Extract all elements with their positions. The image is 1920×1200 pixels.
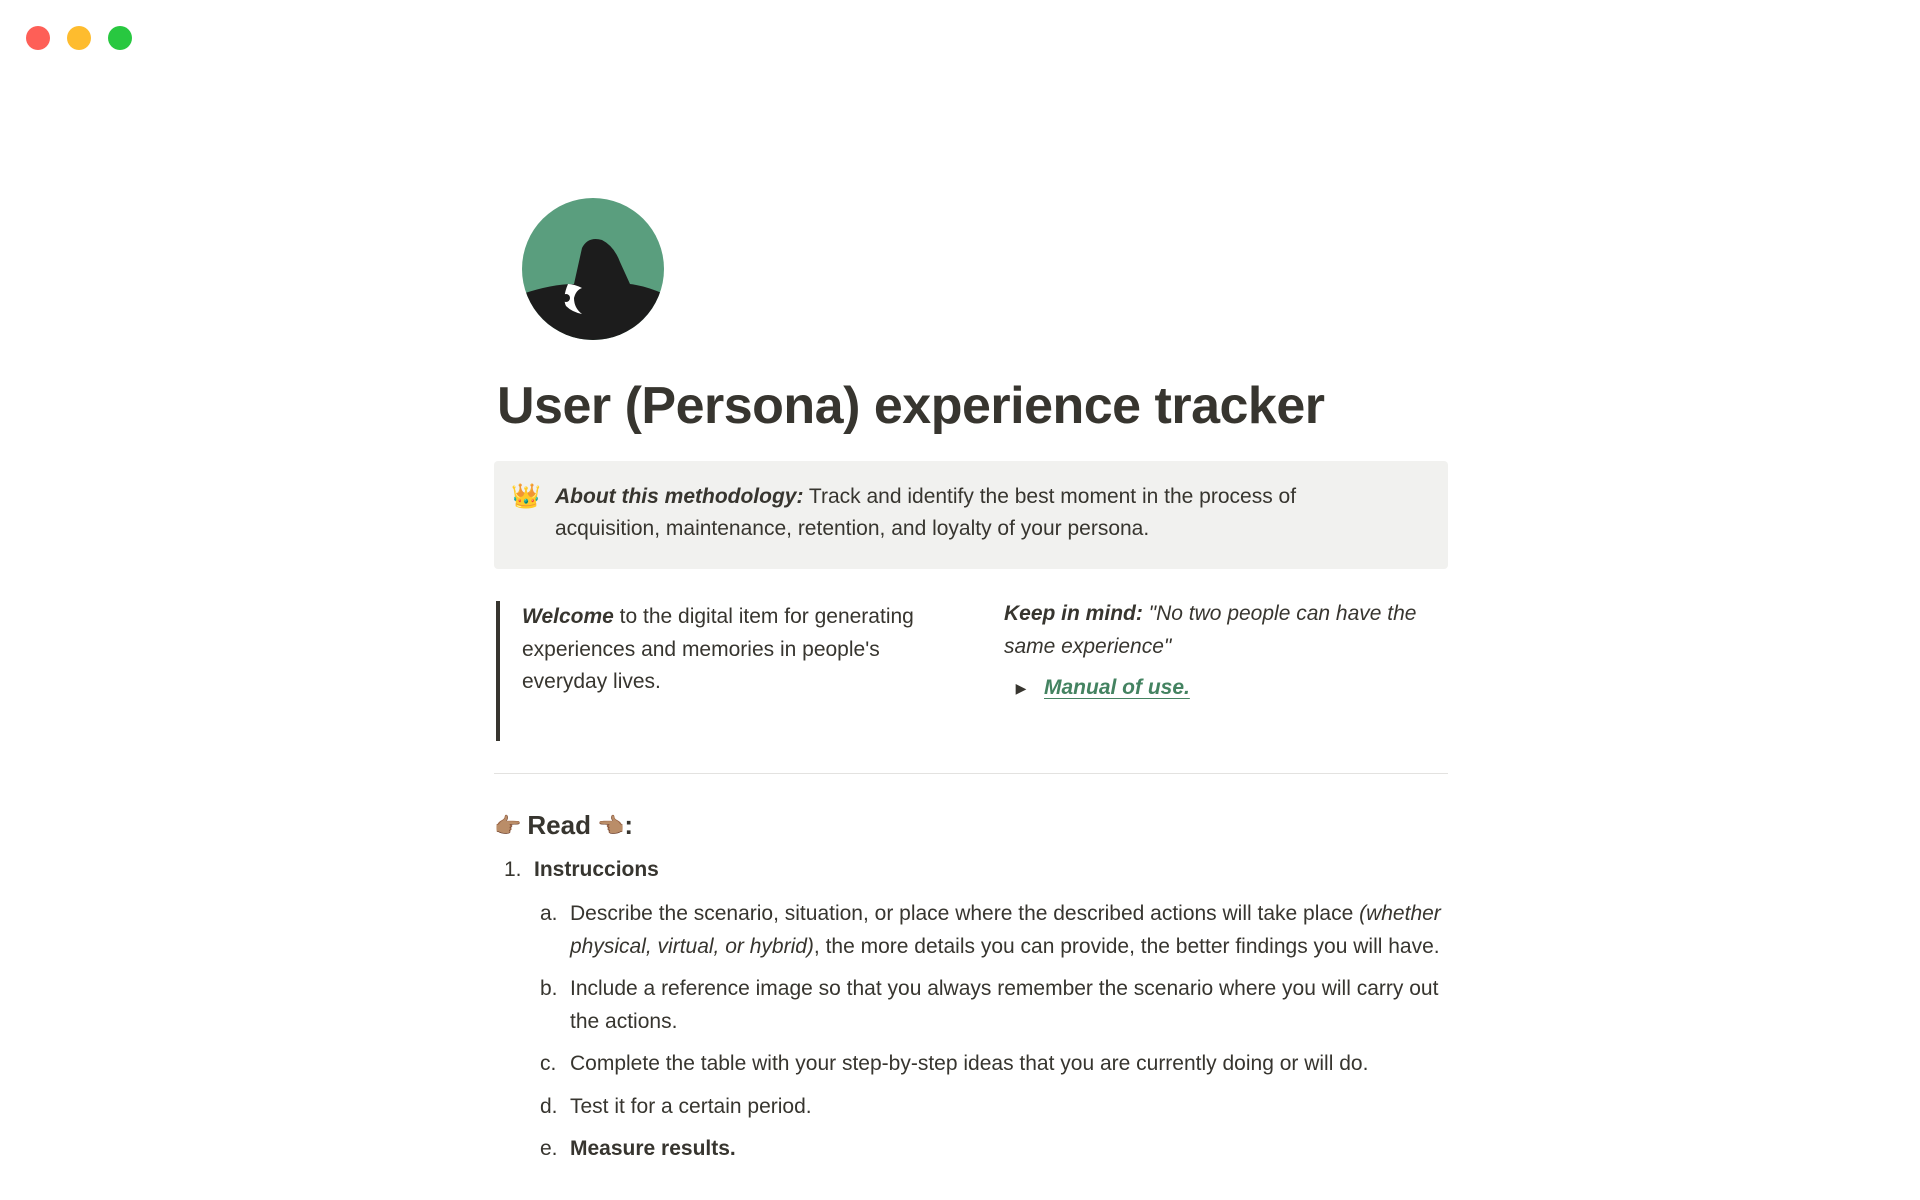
callout-body: Track and identify the best moment in the process of acquisition, maintenance, retention, and loyalty of your persona. [555,485,1297,540]
list-item-text: Complete the table with your step-by-step ideas that you are currently doing or will do. [570,1052,1369,1075]
welcome-quote [496,601,916,741]
list-number: 1. [504,858,522,881]
list-item [540,973,1450,1038]
read-heading [494,810,633,841]
callout-label: About this methodology: [555,485,804,508]
instructions-label: Instruccions [534,858,659,881]
keep-in-mind-quote: "No two people can have the same experience" [1004,602,1417,658]
keep-in-mind-label: Keep in mind: [1004,602,1143,625]
list-item-text-start: Describe the scenario, situation, or place where the described actions will take place [570,902,1360,925]
list-marker: d. [540,1094,558,1118]
keep-in-mind-text [1004,598,1444,663]
quote-text: to the digital item for generating experiences and memories in people's everyday lives. [522,605,914,693]
list-item-text [570,898,1450,963]
list-item [540,1133,1450,1166]
list-item-text-end: , the more details you can provide, the better findings you will have. [813,934,1440,958]
read-heading-suffix: : [624,810,634,840]
callout-text [555,481,1375,569]
divider [494,773,1448,774]
quote-bold: Welcome [522,605,614,628]
page-title: User (Persona) experience tracker [497,377,1325,435]
instructions-list-item [504,858,659,882]
list-marker: c. [540,1052,557,1075]
instructions-sublist [540,898,1450,1176]
list-marker: a. [540,902,558,925]
window-controls [26,26,132,50]
manual-toggle[interactable] [1008,676,1190,700]
manual-of-use-link[interactable]: Manual of use. [1044,676,1190,699]
close-window-button[interactable] [26,26,50,50]
list-item-text: Measure results. [570,1137,736,1160]
methodology-callout [494,461,1448,569]
toggle-arrow-icon[interactable]: ▶ [1015,679,1027,696]
list-item [540,1048,1450,1081]
list-marker: b. [540,977,558,1000]
list-item-text: Test it for a certain period. [570,1094,812,1118]
witch-hat-avatar-icon[interactable] [522,198,664,340]
list-item-text: Include a reference image so that you always remember the scenario where you will carry out the actions. [570,977,1439,1033]
crown-icon: 👑 [511,483,541,510]
pointing-right-icon: 👉🏽 [494,812,522,838]
minimize-window-button[interactable] [67,26,91,50]
list-item [540,1091,1450,1124]
list-item-italic: (whether physical, virtual, or hybrid) [570,902,1441,958]
read-heading-title: Read [527,810,591,840]
list-item [540,898,1450,963]
maximize-window-button[interactable] [108,26,132,50]
pointing-left-icon: 👈🏽 [596,812,625,838]
list-marker: e. [540,1137,558,1160]
